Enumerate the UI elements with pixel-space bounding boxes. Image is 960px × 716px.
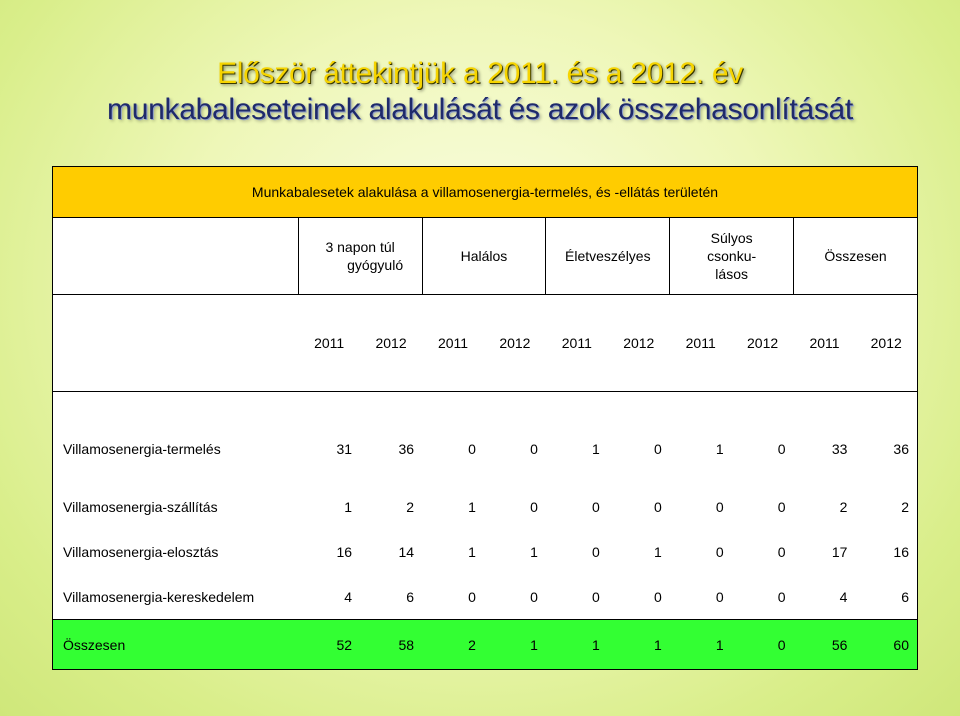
total-cell: 1 [546, 620, 608, 670]
row-name: Villamosenergia-kereskedelem [53, 574, 299, 620]
table-caption-row [53, 167, 918, 218]
year-cell: 2011 [546, 295, 608, 392]
value-cell: 0 [732, 574, 794, 620]
value-cell: 1 [670, 392, 732, 485]
value-cell: 36 [855, 392, 917, 485]
year-cell: 2012 [608, 295, 670, 392]
value-cell: 0 [670, 529, 732, 574]
value-cell: 1 [422, 529, 484, 574]
category-3-napon-line1: 3 napon túl [325, 239, 395, 255]
table-row-szallitas [53, 484, 918, 529]
slide-title-line1: Először áttekintjük a 2011. és a 2012. év [217, 57, 743, 90]
row-name: Villamosenergia-termelés [53, 392, 299, 485]
year-cell: 2012 [484, 295, 546, 392]
value-cell: 33 [794, 392, 856, 485]
value-cell: 0 [546, 529, 608, 574]
value-cell: 1 [298, 484, 360, 529]
value-cell: 0 [608, 574, 670, 620]
value-cell: 2 [855, 484, 917, 529]
value-cell: 31 [298, 392, 360, 485]
year-cell: 2012 [732, 295, 794, 392]
year-row-label-cell [53, 295, 299, 392]
year-cell: 2012 [855, 295, 917, 392]
total-cell: 2 [422, 620, 484, 670]
value-cell: 0 [732, 529, 794, 574]
value-cell: 16 [855, 529, 917, 574]
category-header-osszesen: Összesen [794, 218, 918, 295]
value-cell: 1 [546, 392, 608, 485]
category-header-row [53, 218, 918, 295]
category-header-3-napon [298, 218, 422, 295]
total-cell: 1 [484, 620, 546, 670]
total-row-name: Összesen [53, 620, 299, 670]
slide-title-line2: munkabaleseteinek alakulását és azok összehasonlítását [107, 93, 853, 126]
value-cell: 0 [422, 392, 484, 485]
table-row-kereskedelem [53, 574, 918, 620]
value-cell: 0 [732, 484, 794, 529]
value-cell: 14 [360, 529, 422, 574]
category-sulyos-line1: Súlyos [710, 230, 753, 246]
value-cell: 4 [794, 574, 856, 620]
total-cell: 1 [670, 620, 732, 670]
year-header-row [53, 295, 918, 392]
value-cell: 4 [298, 574, 360, 620]
value-cell: 1 [422, 484, 484, 529]
year-cell: 2011 [794, 295, 856, 392]
year-cell: 2011 [298, 295, 360, 392]
year-cell: 2011 [422, 295, 484, 392]
value-cell: 2 [360, 484, 422, 529]
value-cell: 2 [794, 484, 856, 529]
row-name: Villamosenergia-elosztás [53, 529, 299, 574]
value-cell: 6 [360, 574, 422, 620]
total-cell: 52 [298, 620, 360, 670]
row-name: Villamosenergia-szállítás [53, 484, 299, 529]
slide-title [0, 56, 960, 128]
total-cell: 60 [855, 620, 917, 670]
category-sulyos-line2: csonku- [707, 248, 757, 264]
year-cell: 2011 [670, 295, 732, 392]
value-cell: 6 [855, 574, 917, 620]
category-header-eletveszelyes: Életveszélyes [546, 218, 670, 295]
value-cell: 0 [546, 484, 608, 529]
category-3-napon-line2: gyógyuló [347, 257, 404, 273]
header-blank-cell [53, 218, 299, 295]
table-row-total [53, 620, 918, 670]
value-cell: 0 [484, 484, 546, 529]
value-cell: 1 [608, 529, 670, 574]
value-cell: 0 [732, 392, 794, 485]
value-cell: 0 [484, 574, 546, 620]
value-cell: 16 [298, 529, 360, 574]
category-header-halalos: Halálos [422, 218, 546, 295]
total-cell: 0 [732, 620, 794, 670]
accident-table [52, 166, 918, 670]
value-cell: 0 [422, 574, 484, 620]
value-cell: 0 [484, 392, 546, 485]
value-cell: 0 [670, 574, 732, 620]
value-cell: 0 [546, 574, 608, 620]
total-cell: 1 [608, 620, 670, 670]
total-cell: 58 [360, 620, 422, 670]
table-caption: Munkabalesetek alakulása a villamosenergia-termelés, és -ellátás területén [53, 167, 918, 218]
value-cell: 0 [670, 484, 732, 529]
value-cell: 0 [608, 484, 670, 529]
value-cell: 17 [794, 529, 856, 574]
year-cell: 2012 [360, 295, 422, 392]
value-cell: 0 [608, 392, 670, 485]
value-cell: 36 [360, 392, 422, 485]
total-cell: 56 [794, 620, 856, 670]
value-cell: 1 [484, 529, 546, 574]
table-row-termeles [53, 392, 918, 485]
category-header-sulyos [670, 218, 794, 295]
table-row-elosztas [53, 529, 918, 574]
category-sulyos-line3: lásos [715, 266, 748, 282]
